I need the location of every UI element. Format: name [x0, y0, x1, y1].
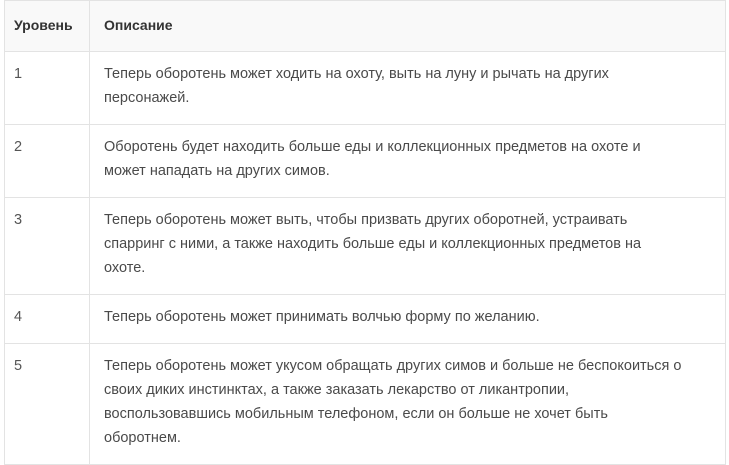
level-cell: 4: [5, 295, 90, 344]
description-line: своих диких инстинктах, а также заказать лекарство от ликантропии,: [104, 382, 570, 398]
description-line: охоте.: [104, 260, 146, 276]
description-line: Теперь оборотень может укусом обращать других симов и больше не беспокоиться о: [104, 358, 682, 374]
table-header-row: [5, 1, 726, 52]
table-row: [5, 344, 726, 465]
description-cell: [90, 125, 726, 198]
table-row: [5, 125, 726, 198]
level-cell: 5: [5, 344, 90, 465]
level-cell: 3: [5, 198, 90, 295]
description-line: может нападать на других симов.: [104, 163, 330, 179]
description-line: Оборотень будет находить больше еды и коллекционных предметов на охоте и: [104, 139, 641, 155]
description-cell: [90, 295, 726, 344]
table-row: [5, 52, 726, 125]
description-line: персонажей.: [104, 90, 190, 106]
description-line: оборотнем.: [104, 430, 181, 446]
description-cell: [90, 52, 726, 125]
table-row: [5, 295, 726, 344]
description-cell: [90, 344, 726, 465]
table-row: [5, 198, 726, 295]
werewolf-levels-table: [4, 0, 726, 465]
description-line: спарринг с ними, а также находить больше еды и коллекционных предметов на: [104, 236, 642, 252]
header-description: Описание: [90, 1, 726, 52]
header-level: Уровень: [5, 1, 90, 52]
description-line: Теперь оборотень может ходить на охоту, выть на луну и рычать на других: [104, 66, 609, 82]
description-cell: [90, 198, 726, 295]
description-line: Теперь оборотень может выть, чтобы призвать других оборотней, устраивать: [104, 212, 628, 228]
description-line: воспользовавшись мобильным телефоном, если он больше не хочет быть: [104, 406, 608, 422]
level-cell: 2: [5, 125, 90, 198]
level-cell: 1: [5, 52, 90, 125]
description-line: Теперь оборотень может принимать волчью форму по желанию.: [104, 309, 540, 325]
